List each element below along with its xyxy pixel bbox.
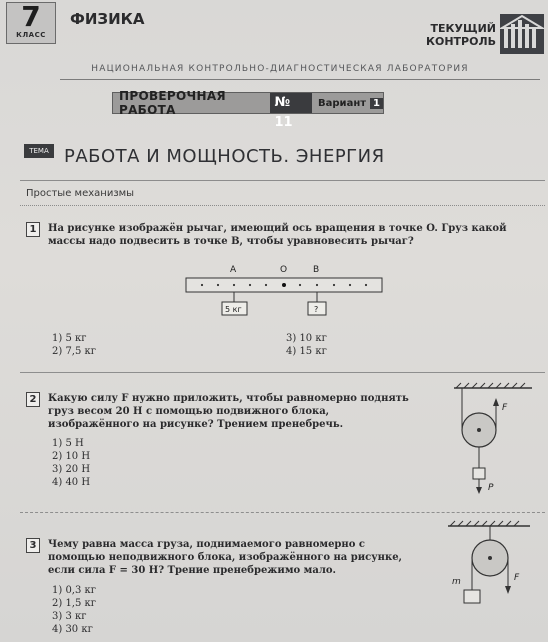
topic-badge: ТЕМА — [24, 144, 54, 158]
question-divider — [20, 372, 545, 373]
mass-label: m — [452, 577, 461, 587]
question-2-answers — [52, 437, 90, 489]
laboratory-name: НАЦИОНАЛЬНАЯ КОНТРОЛЬНО-ДИАГНОСТИЧЕСКАЯ ЛАБОРАТОРИЯ — [91, 64, 469, 74]
question-3-number: 3 — [26, 538, 40, 553]
question-1-answers-right — [286, 332, 327, 358]
work-number: № 11 — [270, 93, 312, 113]
answer-option[interactable]: 3) 20 Н — [52, 464, 91, 475]
answer-option[interactable]: 3) 10 кг — [286, 333, 327, 344]
movable-pulley-figure — [448, 380, 538, 498]
answer-option[interactable]: 2) 7,5 кг — [52, 346, 97, 357]
grade-label: КЛАСС — [16, 31, 46, 39]
lever-figure — [180, 262, 390, 324]
variant-number: 1 — [370, 98, 383, 109]
question-1-number: 1 — [26, 222, 40, 237]
answer-option[interactable]: 1) 0,3 кг — [52, 585, 97, 596]
question-2-number: 2 — [26, 392, 40, 407]
section-divider — [20, 205, 545, 206]
question-1-text: На рисунке изображён рычаг, имеющий ось вращения в точке O. Груз какой массы надо подвесить в точке B, чтобы уравновесить рычаг? — [48, 223, 507, 247]
weight-label: P — [488, 483, 494, 493]
fixed-pulley-figure — [440, 518, 538, 618]
question-1-answers-left — [52, 332, 96, 358]
right-weight-label: ? — [314, 305, 319, 314]
control-line-1: ТЕКУЩИЙ — [430, 22, 496, 35]
pivot-point — [282, 283, 286, 287]
work-title: ПРОВЕРОЧНАЯ РАБОТА — [119, 89, 226, 117]
point-o-label: O — [280, 265, 288, 275]
grade-badge — [6, 2, 56, 44]
answer-option[interactable]: 4) 15 кг — [286, 346, 327, 357]
point-a-label: A — [230, 265, 237, 275]
answer-option[interactable]: 4) 30 кг — [52, 624, 93, 635]
topic-divider — [20, 180, 545, 181]
load-block — [464, 590, 480, 603]
variant-label: Вариант — [318, 97, 367, 109]
point-b-label: B — [313, 265, 320, 275]
publisher-logo-icon — [500, 14, 544, 54]
work-banner — [112, 89, 384, 130]
question-2-text: Какую силу F нужно приложить, чтобы равномерно поднять груз весом 20 Н с помощью подвижного блока, изображённого на рисунке? Трением пренебречь. — [48, 393, 409, 430]
control-line-2: КОНТРОЛЬ — [426, 35, 496, 48]
answer-option[interactable]: 4) 40 Н — [52, 477, 91, 488]
section-title: Простые механизмы — [26, 188, 135, 199]
force-label: F — [514, 573, 520, 583]
left-weight-label: 5 кг — [225, 305, 242, 314]
question-divider — [20, 512, 545, 513]
grade-number: 7 — [21, 0, 41, 33]
answer-option[interactable]: 1) 5 кг — [52, 333, 87, 344]
load-block — [473, 468, 485, 479]
answer-option[interactable]: 1) 5 Н — [52, 438, 84, 449]
answer-option[interactable]: 3) 3 кг — [52, 611, 87, 622]
answer-option[interactable]: 2) 1,5 кг — [52, 598, 97, 609]
question-3-answers — [52, 584, 96, 636]
control-label — [426, 22, 496, 48]
topic-title: РАБОТА И МОЩНОСТЬ. ЭНЕРГИЯ — [64, 146, 385, 167]
subject-title: ФИЗИКА — [70, 10, 145, 28]
force-label: F — [502, 403, 508, 413]
answer-option[interactable]: 2) 10 Н — [52, 451, 91, 462]
header-divider — [60, 79, 540, 80]
question-3-text: Чему равна масса груза, поднимаемого равномерно с помощью неподвижного блока, изображённого на рисунке, если сила F = 30 Н? Трение пренебрежимо мало. — [48, 539, 403, 576]
